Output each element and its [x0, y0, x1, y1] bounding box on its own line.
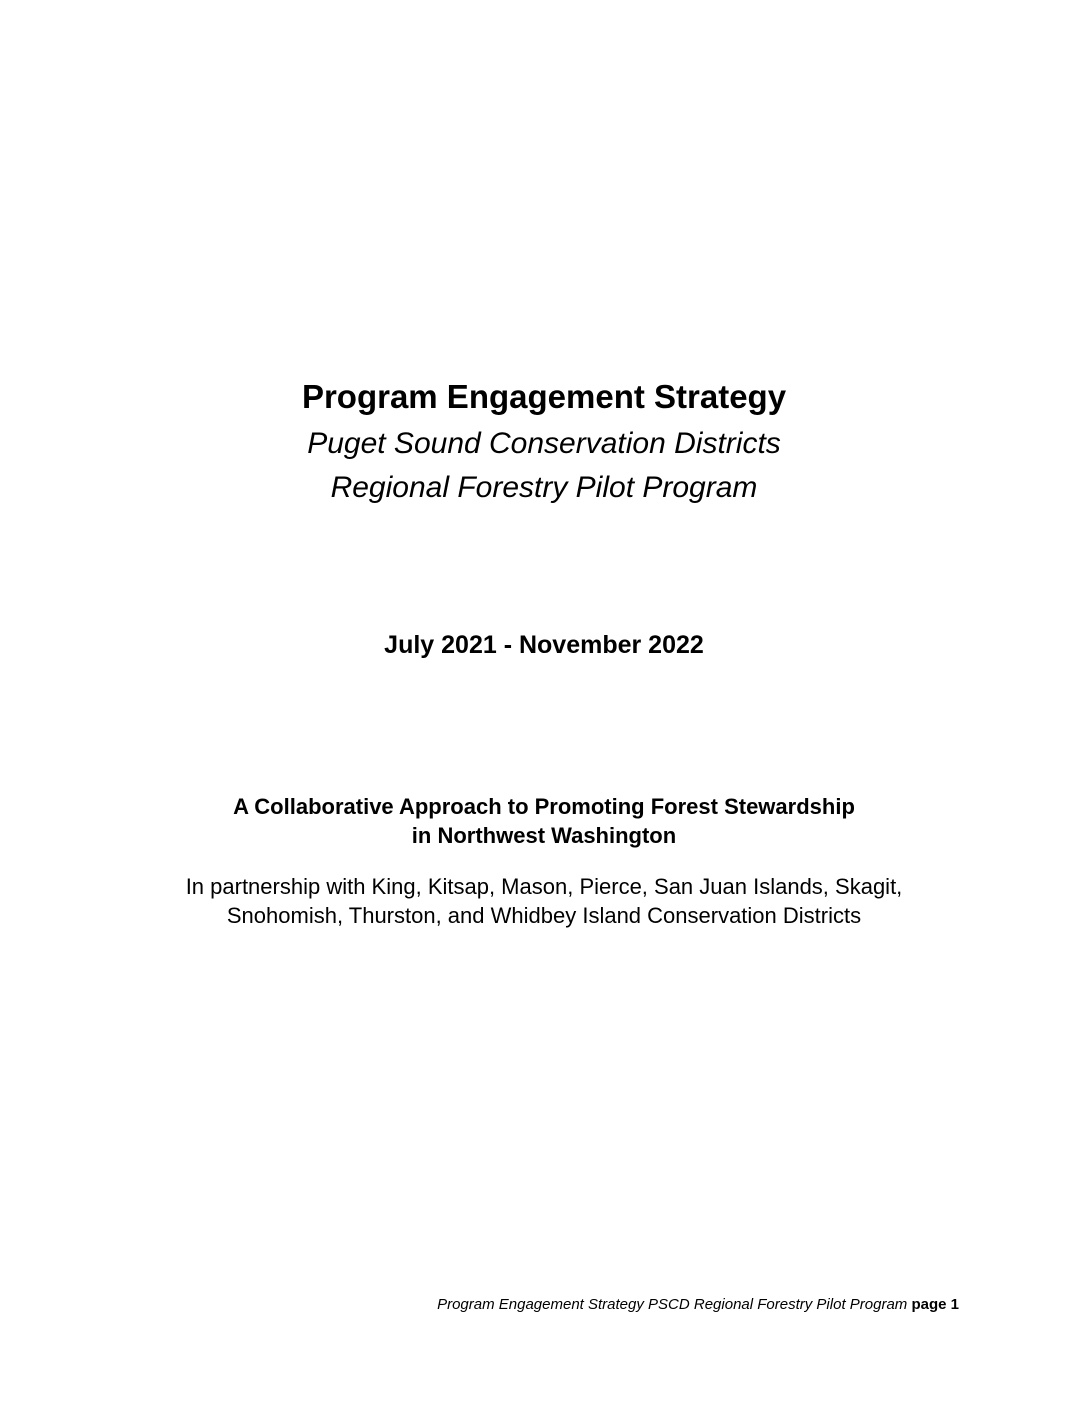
partners-line-1: In partnership with King, Kitsap, Mason, Pierce, San Juan Islands, Skagit,	[185, 874, 903, 899]
document-title: Program Engagement Strategy	[301, 378, 787, 415]
tagline-line-1: A Collaborative Approach to Promoting Forest Stewardship	[233, 794, 855, 819]
subtitle-line-organization: Puget Sound Conservation Districts	[307, 427, 781, 460]
footer-page-number: page 1	[911, 1296, 959, 1313]
footer-running-title: Program Engagement Strategy PSCD Regional Forestry Pilot Program	[437, 1296, 908, 1313]
tagline-line-2: in Northwest Washington	[411, 823, 677, 848]
subtitle-line-program: Regional Forestry Pilot Program	[330, 471, 758, 504]
partners-line-2: Snohomish, Thurston, and Whidbey Island Conservation Districts	[226, 903, 862, 928]
page-footer	[437, 1295, 959, 1315]
date-range: July 2021 - November 2022	[384, 631, 704, 659]
